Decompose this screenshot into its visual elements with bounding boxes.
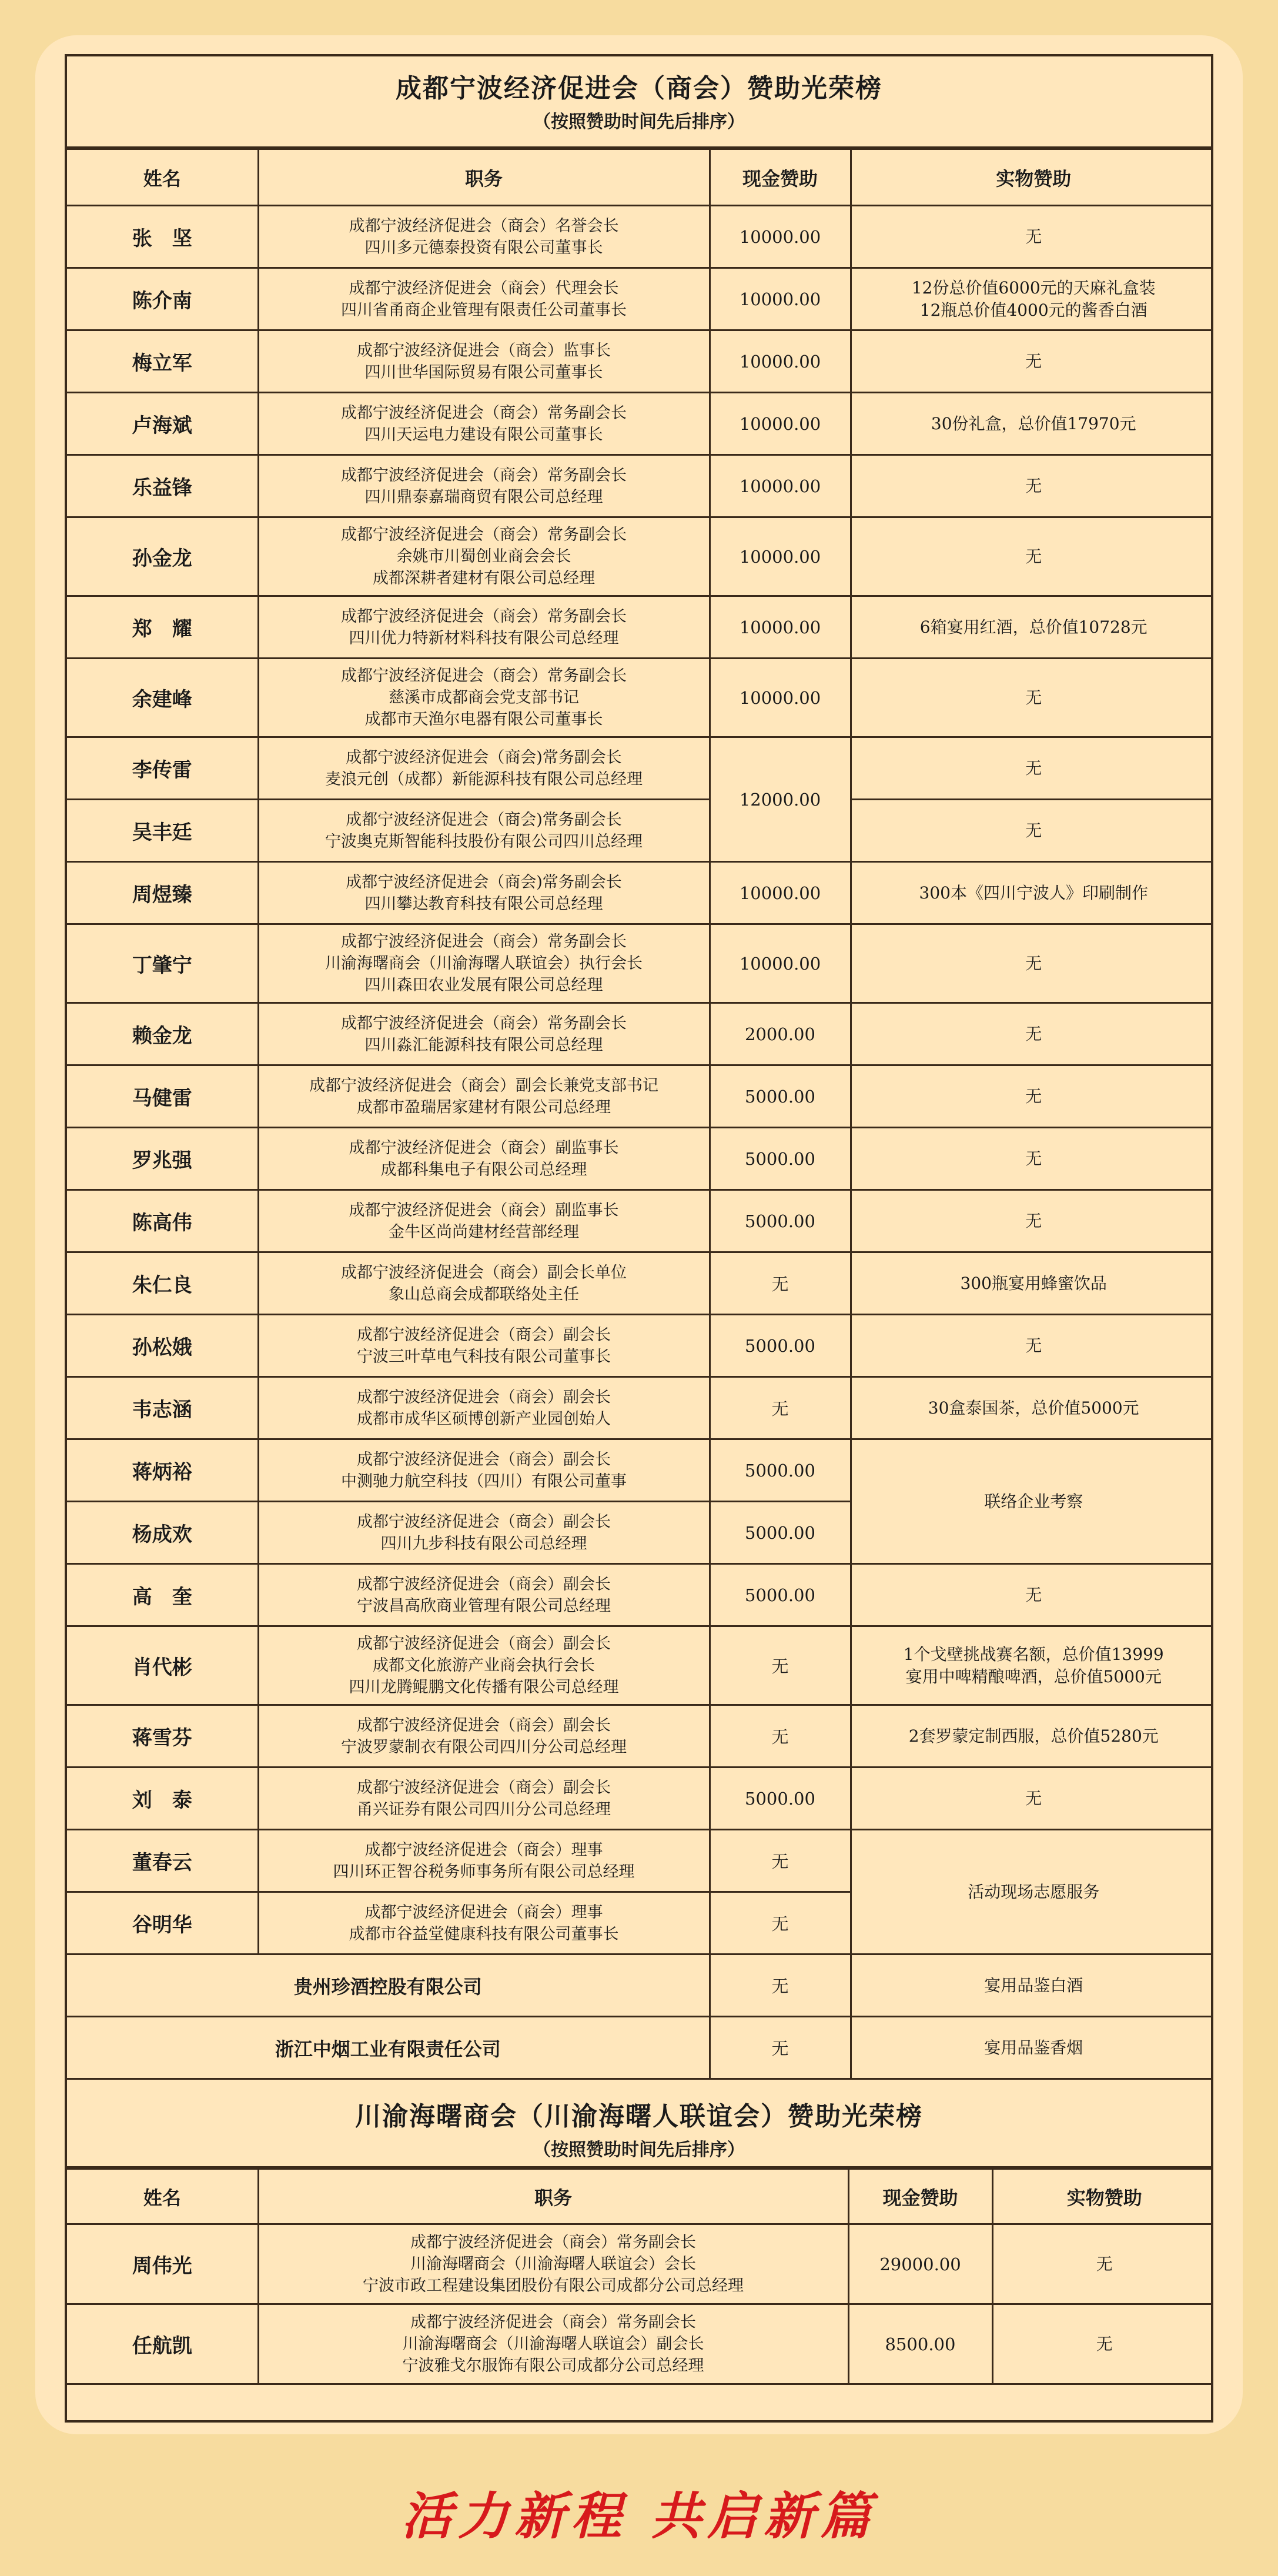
- role-line: 川渝海曙商会（川渝海曙人联谊会）副会长: [402, 2335, 704, 2353]
- table-row: [67, 517, 1213, 596]
- sponsor-org: 浙江中烟工业有限责任公司: [67, 2017, 710, 2079]
- section1-header-row: [67, 149, 1213, 206]
- sponsor-name: 肖代彬: [67, 1626, 258, 1705]
- cash-amount: 10000.00: [710, 455, 851, 517]
- sponsor-name: 周煜臻: [67, 862, 258, 924]
- section1-header: [67, 56, 1211, 148]
- role-line: 成都宁波经济促进会（商会)常务副会长: [346, 810, 622, 829]
- in-kind-sponsorship: [851, 1439, 1213, 1564]
- role-line: 宁波市政工程建设集团股份有限公司成都分公司总经理: [363, 2277, 744, 2295]
- col-header-name: 姓名: [67, 2169, 258, 2224]
- role-line: 象山总商会成都联络处主任: [389, 1285, 579, 1304]
- in-kind-sponsorship: [992, 2304, 1213, 2384]
- col-header-role: 职务: [258, 2169, 848, 2224]
- role-line: 成都宁波经济促进会（商会）副会长单位: [341, 1263, 627, 1282]
- cash-amount: 5000.00: [710, 1190, 851, 1252]
- sponsor-role: [258, 1892, 710, 1954]
- table-row: [67, 659, 1213, 737]
- gift-line: 无: [1025, 1148, 1042, 1168]
- role-line: 成都宁波经济促进会（商会)常务副会长: [346, 748, 622, 767]
- sponsor-role: [258, 330, 710, 393]
- role-line: 成都宁波经济促进会（商会）常务副会长: [341, 607, 627, 626]
- gift-line: 30份礼盒，总价值17970元: [931, 413, 1136, 433]
- in-kind-sponsorship: [851, 1377, 1213, 1439]
- gift-line: 无: [1025, 953, 1042, 973]
- section2-subtitle: （按照赞助时间先后排序）: [533, 2140, 745, 2160]
- sponsor-role: [258, 393, 710, 455]
- table-row: [67, 206, 1213, 268]
- sponsor-role: [258, 455, 710, 517]
- sponsor-role: [258, 1190, 710, 1252]
- role-line: 成都宁波经济促进会（商会）副会长: [357, 1388, 611, 1406]
- cash-amount: 2000.00: [710, 1003, 851, 1065]
- sponsor-name: 杨成欢: [67, 1502, 258, 1564]
- section2-body: [67, 2224, 1213, 2384]
- in-kind-sponsorship: [851, 1190, 1213, 1252]
- sponsor-name: 董春云: [67, 1830, 258, 1892]
- sponsor-name: 张 坚: [67, 206, 258, 268]
- cash-amount: 10000.00: [710, 862, 851, 924]
- table-row: [67, 1315, 1213, 1377]
- table-row: [67, 1768, 1213, 1830]
- cash-amount: 10000.00: [710, 924, 851, 1003]
- sponsor-name: 任航凯: [67, 2304, 258, 2384]
- role-line: 成都宁波经济促进会（商会）理事: [364, 1903, 603, 1922]
- role-line: 成都宁波经济促进会（商会）代理会长: [349, 279, 619, 298]
- gift-line: 无: [1025, 351, 1042, 371]
- role-line: 宁波罗蒙制衣有限公司四川分公司总经理: [341, 1738, 627, 1756]
- sponsor-role: [258, 206, 710, 268]
- in-kind-sponsorship: [851, 517, 1213, 596]
- sponsor-name: 郑 耀: [67, 596, 258, 659]
- role-line: 成都宁波经济促进会（商会）常务副会长: [410, 2313, 696, 2331]
- role-line: 川渝海曙商会（川渝海曙人联谊会）执行会长: [325, 954, 643, 973]
- gift-line: 300本《四川宁波人》印刷制作: [919, 883, 1148, 903]
- cash-amount: 5000.00: [710, 1065, 851, 1128]
- in-kind-sponsorship: 宴用品鉴香烟: [851, 2017, 1213, 2079]
- in-kind-sponsorship: [851, 1830, 1213, 1954]
- sponsor-role: [258, 268, 710, 330]
- in-kind-sponsorship: 宴用品鉴白酒: [851, 1954, 1213, 2017]
- role-line: 成都宁波经济促进会（商会）副会长: [357, 1778, 611, 1797]
- sponsor-name: 孙松娥: [67, 1315, 258, 1377]
- gift-line: 无: [1025, 1024, 1042, 1044]
- table-row: [67, 1705, 1213, 1768]
- in-kind-sponsorship: [851, 1626, 1213, 1705]
- section2-title: 川渝海曙商会（川渝海曙人联谊会）赞助光荣榜: [355, 2101, 923, 2131]
- in-kind-sponsorship: [851, 1315, 1213, 1377]
- cash-amount: 10000.00: [710, 206, 851, 268]
- table-row: [67, 268, 1213, 330]
- sponsor-role: [258, 1705, 710, 1768]
- cash-amount: 10000.00: [710, 517, 851, 596]
- sponsor-name: 蒋雪芬: [67, 1705, 258, 1768]
- section2-table: [67, 2168, 1213, 2385]
- role-line: 宁波三叶草电气科技有限公司董事长: [357, 1347, 611, 1366]
- table-row: [67, 1830, 1213, 1892]
- role-line: 成都科集电子有限公司总经理: [380, 1160, 587, 1179]
- table-row: [67, 1252, 1213, 1315]
- role-line: 成都深耕者建材有限公司总经理: [373, 569, 595, 587]
- role-line: 慈溪市成都商会党支部书记: [389, 689, 579, 707]
- gift-line: 无: [1025, 1086, 1042, 1106]
- in-kind-sponsorship: [851, 455, 1213, 517]
- sponsor-role: [258, 1377, 710, 1439]
- gift-line: 无: [1025, 226, 1042, 246]
- sponsor-name: 陈高伟: [67, 1190, 258, 1252]
- in-kind-sponsorship: [851, 862, 1213, 924]
- sponsor-name: 孙金龙: [67, 517, 258, 596]
- slogan: 活力新程 共启新篇: [402, 2487, 876, 2546]
- gift-line: 无: [1025, 1335, 1042, 1355]
- sponsor-role: [258, 1252, 710, 1315]
- role-line: 成都宁波经济促进会（商会）副会长: [357, 1450, 611, 1469]
- cash-amount: 无: [710, 1954, 851, 2017]
- table-row: [67, 1003, 1213, 1065]
- cash-amount: 无: [710, 1252, 851, 1315]
- role-line: 四川鼎泰嘉瑞商贸有限公司总经理: [364, 487, 603, 506]
- sponsor-role: [258, 1626, 710, 1705]
- sponsor-role: [258, 1564, 710, 1626]
- sponsor-role: [258, 2304, 848, 2384]
- cash-amount: 8500.00: [848, 2304, 992, 2384]
- sponsor-name: 罗兆强: [67, 1128, 258, 1190]
- sponsor-role: [258, 737, 710, 800]
- org-row: [67, 1954, 1213, 2017]
- gift-line: 无: [1025, 546, 1042, 566]
- gift-line: 无: [1096, 2254, 1113, 2274]
- role-line: 成都宁波经济促进会（商会）名誉会长: [349, 216, 619, 235]
- sponsor-role: [258, 1065, 710, 1128]
- sponsor-role: [258, 1439, 710, 1502]
- section2-header-row: [67, 2169, 1213, 2224]
- table-row: [67, 455, 1213, 517]
- cash-amount: 10000.00: [710, 659, 851, 737]
- honor-roll-frame: [65, 54, 1213, 2423]
- role-line: 成都市盈瑞居家建材有限公司总经理: [357, 1098, 611, 1117]
- cash-amount: 5000.00: [710, 1315, 851, 1377]
- col-header-gift: 实物赞助: [851, 149, 1213, 206]
- role-line: 成都文化旅游产业商会执行会长: [373, 1656, 595, 1675]
- sponsor-name: 韦志涵: [67, 1377, 258, 1439]
- role-line: 成都宁波经济促进会（商会）副会长兼党支部书记: [309, 1076, 658, 1095]
- gift-line: 无: [1025, 1211, 1042, 1231]
- gift-line: 无: [1096, 2334, 1113, 2354]
- table-row: [67, 924, 1213, 1003]
- role-line: 成都宁波经济促进会（商会）副会长: [357, 1635, 611, 1653]
- role-line: 宁波雅戈尔服饰有限公司成都分公司总经理: [402, 2357, 704, 2375]
- cash-amount: 10000.00: [710, 596, 851, 659]
- cash-amount: 无: [710, 1377, 851, 1439]
- sponsor-name: 余建峰: [67, 659, 258, 737]
- role-line: 成都宁波经济促进会（商会）常务副会长: [341, 466, 627, 485]
- col-header-cash: 现金赞助: [848, 2169, 992, 2224]
- gift-line: 活动现场志愿服务: [968, 1882, 1100, 1902]
- cash-amount: 5000.00: [710, 1128, 851, 1190]
- role-line: 成都市天渔尔电器有限公司董事长: [364, 710, 603, 729]
- in-kind-sponsorship: [851, 393, 1213, 455]
- table-row: [67, 1626, 1213, 1705]
- in-kind-sponsorship: [851, 1252, 1213, 1315]
- cash-amount: 5000.00: [710, 1768, 851, 1830]
- sponsor-name: 李传雷: [67, 737, 258, 800]
- table-row: [67, 596, 1213, 659]
- gift-line: 联络企业考察: [984, 1491, 1083, 1511]
- in-kind-sponsorship: [851, 330, 1213, 393]
- sponsor-name: 赖金龙: [67, 1003, 258, 1065]
- in-kind-sponsorship: [851, 1003, 1213, 1065]
- cash-amount: 10000.00: [710, 393, 851, 455]
- cash-amount: 5000.00: [710, 1564, 851, 1626]
- role-line: 成都宁波经济促进会（商会)常务副会长: [346, 873, 622, 891]
- gift-line: 6箱宴用红酒，总价值10728元: [919, 617, 1147, 637]
- role-line: 成都宁波经济促进会（商会）监事长: [357, 341, 611, 360]
- cash-amount: 无: [710, 1705, 851, 1768]
- role-line: 成都宁波经济促进会（商会）常务副会长: [341, 1014, 627, 1033]
- cash-amount: 无: [710, 1830, 851, 1892]
- sponsor-name: 刘 泰: [67, 1768, 258, 1830]
- sponsor-role: [258, 659, 710, 737]
- gift-line: 无: [1025, 476, 1042, 496]
- cash-amount: 12000.00: [710, 737, 851, 862]
- table-row: [67, 330, 1213, 393]
- col-header-role: 职务: [258, 149, 710, 206]
- role-line: 四川天运电力建设有限公司董事长: [364, 425, 603, 444]
- gift-line: 2套罗蒙定制西服，总价值5280元: [908, 1726, 1159, 1746]
- sponsor-name: 周伟光: [67, 2224, 258, 2304]
- role-line: 四川优力特新材料科技有限公司总经理: [349, 629, 619, 647]
- col-header-cash: 现金赞助: [710, 149, 851, 206]
- gift-line: 无: [1025, 820, 1042, 840]
- role-line: 成都宁波经济促进会（商会）常务副会长: [341, 667, 627, 685]
- sponsor-role: [258, 1128, 710, 1190]
- table-row: [67, 2224, 1213, 2304]
- role-line: 成都宁波经济促进会（商会）副会长: [357, 1512, 611, 1531]
- table-row: [67, 1065, 1213, 1128]
- sponsor-name: 蒋炳裕: [67, 1439, 258, 1502]
- col-header-name: 姓名: [67, 149, 258, 206]
- role-line: 四川淼汇能源科技有限公司总经理: [364, 1035, 603, 1054]
- section1-table: [67, 148, 1213, 2080]
- sponsor-name: 马健雷: [67, 1065, 258, 1128]
- sponsor-role: [258, 596, 710, 659]
- gift-line: 300瓶宴用蜂蜜饮品: [960, 1273, 1107, 1293]
- sponsor-role: [258, 1768, 710, 1830]
- gift-line: 12瓶总价值4000元的酱香白酒: [919, 300, 1147, 320]
- sponsor-role: [258, 800, 710, 862]
- table-row: [67, 1439, 1213, 1502]
- sponsor-name: 高 奎: [67, 1564, 258, 1626]
- gift-line: 12份总价值6000元的天麻礼盒装: [911, 278, 1156, 298]
- sponsor-role: [258, 2224, 848, 2304]
- role-line: 四川多元德泰投资有限公司董事长: [364, 238, 603, 257]
- table-row: [67, 737, 1213, 800]
- cash-amount: 10000.00: [710, 330, 851, 393]
- role-line: 成都宁波经济促进会（商会）常务副会长: [341, 526, 627, 544]
- cash-amount: 29000.00: [848, 2224, 992, 2304]
- role-line: 成都宁波经济促进会（商会）副监事长: [349, 1201, 619, 1219]
- section1-subtitle: （按照赞助时间先后排序）: [533, 112, 745, 132]
- sponsor-role: [258, 862, 710, 924]
- cash-amount: 无: [710, 1892, 851, 1954]
- in-kind-sponsorship: [851, 596, 1213, 659]
- sponsor-role: [258, 1003, 710, 1065]
- table-row: [67, 1190, 1213, 1252]
- role-line: 四川九步科技有限公司总经理: [380, 1534, 587, 1553]
- sponsor-name: 陈介南: [67, 268, 258, 330]
- table-row: [67, 1128, 1213, 1190]
- sponsor-role: [258, 517, 710, 596]
- sponsor-org: 贵州珍酒控股有限公司: [67, 1954, 710, 2017]
- sponsor-name: 卢海斌: [67, 393, 258, 455]
- role-line: 甬兴证券有限公司四川分公司总经理: [357, 1800, 611, 1819]
- org-row: [67, 2017, 1213, 2079]
- role-line: 四川攀达教育科技有限公司总经理: [364, 894, 603, 913]
- table-row: [67, 2304, 1213, 2384]
- table-row: [67, 800, 1213, 862]
- table-row: [67, 1377, 1213, 1439]
- in-kind-sponsorship: [851, 800, 1213, 862]
- role-line: 金牛区尚尚建材经营部经理: [389, 1222, 579, 1241]
- col-header-gift: 实物赞助: [992, 2169, 1213, 2224]
- role-line: 四川省甬商企业管理有限责任公司董事长: [341, 300, 627, 319]
- role-line: 四川环正智谷税务师事务所有限公司总经理: [333, 1862, 635, 1881]
- sponsor-role: [258, 924, 710, 1003]
- role-line: 成都宁波经济促进会（商会）副会长: [357, 1716, 611, 1735]
- in-kind-sponsorship: [851, 1768, 1213, 1830]
- role-line: 四川世华国际贸易有限公司董事长: [364, 363, 603, 382]
- in-kind-sponsorship: [851, 206, 1213, 268]
- gift-line: 30盒泰国茶，总价值5000元: [928, 1398, 1139, 1418]
- role-line: 川渝海曙商会（川渝海曙人联谊会）会长: [410, 2255, 696, 2273]
- cash-amount: 无: [710, 2017, 851, 2079]
- role-line: 宁波奥克斯智能科技股份有限公司四川总经理: [325, 832, 643, 851]
- role-line: 成都宁波经济促进会（商会）常务副会长: [341, 403, 627, 422]
- sponsor-name: 丁肇宁: [67, 924, 258, 1003]
- role-line: 麦浪元创（成都）新能源科技有限公司总经理: [325, 770, 643, 788]
- role-line: 四川龙腾鲲鹏文化传播有限公司总经理: [349, 1678, 619, 1696]
- in-kind-sponsorship: [851, 1128, 1213, 1190]
- gift-line: 无: [1025, 1788, 1042, 1808]
- gift-line: 1个戈壁挑战赛名额，总价值13999: [903, 1644, 1164, 1664]
- sponsor-name: 谷明华: [67, 1892, 258, 1954]
- in-kind-sponsorship: [851, 1065, 1213, 1128]
- role-line: 成都市谷益堂健康科技有限公司董事长: [349, 1925, 619, 1943]
- sponsor-name: 乐益锋: [67, 455, 258, 517]
- sponsor-name: 吴丰廷: [67, 800, 258, 862]
- role-line: 成都宁波经济促进会（商会）副监事长: [349, 1138, 619, 1157]
- role-line: 宁波昌高欣商业管理有限公司总经理: [357, 1596, 611, 1615]
- sponsor-name: 朱仁良: [67, 1252, 258, 1315]
- in-kind-sponsorship: [851, 924, 1213, 1003]
- in-kind-sponsorship: [851, 659, 1213, 737]
- role-line: 成都宁波经济促进会（商会）理事: [364, 1840, 603, 1859]
- cash-amount: 5000.00: [710, 1502, 851, 1564]
- sponsor-name: 梅立军: [67, 330, 258, 393]
- sponsor-role: [258, 1502, 710, 1564]
- sponsor-role: [258, 1315, 710, 1377]
- sponsor-role: [258, 1830, 710, 1892]
- gift-line: 无: [1025, 1585, 1042, 1605]
- gift-line: 无: [1025, 687, 1042, 707]
- gift-line: 宴用中啤精酿啤酒，总价值5000元: [905, 1666, 1162, 1686]
- section1-title: 成都宁波经济促进会（商会）赞助光荣榜: [396, 73, 882, 103]
- role-line: 余姚市川蜀创业商会会长: [396, 547, 571, 566]
- gift-line: 无: [1025, 758, 1042, 778]
- in-kind-sponsorship: [851, 268, 1213, 330]
- role-line: 中测驰力航空科技（四川）有限公司董事: [341, 1472, 627, 1491]
- cash-amount: 10000.00: [710, 268, 851, 330]
- in-kind-sponsorship: [851, 1564, 1213, 1626]
- table-row: [67, 393, 1213, 455]
- role-line: 四川森田农业发展有限公司总经理: [364, 976, 603, 994]
- role-line: 成都宁波经济促进会（商会）常务副会长: [341, 933, 627, 951]
- role-line: 成都市成华区硕博创新产业园创始人: [357, 1409, 611, 1428]
- role-line: 成都宁波经济促进会（商会）常务副会长: [410, 2233, 696, 2251]
- in-kind-sponsorship: [851, 1705, 1213, 1768]
- cash-amount: 5000.00: [710, 1439, 851, 1502]
- role-line: 成都宁波经济促进会（商会）副会长: [357, 1325, 611, 1344]
- in-kind-sponsorship: [851, 737, 1213, 800]
- table-row: [67, 862, 1213, 924]
- section1-body: [67, 206, 1213, 2079]
- in-kind-sponsorship: [992, 2224, 1213, 2304]
- role-line: 成都宁波经济促进会（商会）副会长: [357, 1575, 611, 1593]
- cash-amount: 无: [710, 1626, 851, 1705]
- table-row: [67, 1564, 1213, 1626]
- section2-header: [67, 2080, 1211, 2168]
